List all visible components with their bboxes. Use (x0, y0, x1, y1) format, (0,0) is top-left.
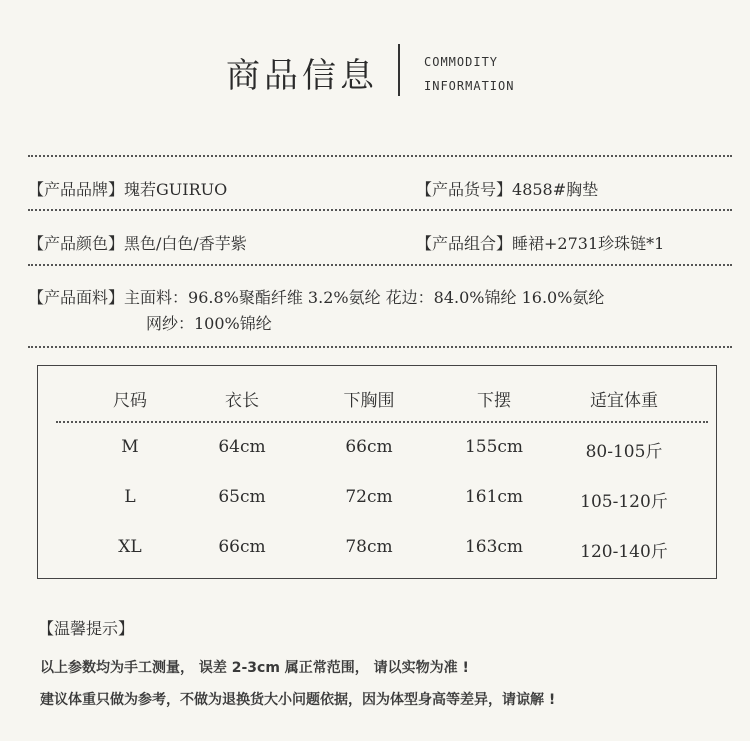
page-subtitle (424, 50, 514, 98)
cell-length: 66cm (218, 537, 266, 557)
cell-weight: 105-120斤 (580, 492, 668, 512)
fabric-label: 【产品面料】 (28, 288, 125, 307)
cell-length: 65cm (218, 487, 266, 507)
tips-title: 【温馨提示】 (38, 619, 135, 638)
combo-value: 睡裙+2731珍珠链*1 (512, 234, 665, 253)
combo-label: 【产品组合】 (416, 234, 513, 253)
dotted-divider (28, 264, 732, 266)
fabric-value-line-1: 主面料：96.8%聚酯纤维 3.2%氨纶 花边：84.0%锦纶 16.0%氨纶 (124, 288, 605, 307)
header-size: 尺码 (113, 391, 147, 411)
cell-length: 64cm (218, 437, 266, 457)
cell-weight: 80-105斤 (585, 442, 663, 462)
header-underbust: 下胸围 (343, 391, 395, 411)
subtitle-line-1: COMMODITY (424, 55, 499, 69)
dotted-divider (28, 209, 732, 211)
title-divider (398, 44, 400, 96)
header-weight: 适宜体重 (590, 391, 658, 411)
color-value: 黑色/白色/香芋紫 (124, 234, 247, 253)
header-hem: 下摆 (477, 391, 511, 411)
item-no-value: 4858#胸垫 (512, 180, 599, 199)
cell-underbust: 66cm (345, 437, 393, 457)
cell-hem: 155cm (464, 437, 524, 457)
cell-underbust: 72cm (345, 487, 393, 507)
item-no-label: 【产品货号】 (416, 180, 513, 199)
cell-size: XL (118, 537, 142, 557)
fabric-value-line-2: 网纱：100%锦纶 (146, 314, 272, 333)
cell-hem: 163cm (464, 537, 524, 557)
color-label: 【产品颜色】 (28, 234, 125, 253)
dotted-divider (28, 346, 732, 348)
cell-hem: 161cm (464, 487, 524, 507)
table-dotted-divider (56, 421, 708, 423)
dotted-divider (28, 155, 732, 157)
brand-value: 瑰若GUIRUO (124, 180, 228, 199)
cell-size: L (124, 487, 136, 507)
header-length: 衣长 (225, 391, 259, 411)
cell-weight: 120-140斤 (580, 542, 668, 562)
page-title: 商品信息 (226, 56, 378, 96)
cell-size: M (121, 437, 139, 457)
tips-line-1: 以上参数均为手工测量， 误差 2-3cm 属正常范围， 请以实物为准 ! (40, 660, 469, 676)
brand-label: 【产品品牌】 (28, 180, 125, 199)
cell-underbust: 78cm (345, 537, 393, 557)
subtitle-line-2: INFORMATION (424, 79, 515, 93)
size-table (37, 365, 717, 579)
tips-line-2: 建议体重只做为参考，不做为退换货大小问题依据，因为体型身高等差异，请谅解 ! (40, 692, 556, 708)
page-header (0, 40, 750, 100)
